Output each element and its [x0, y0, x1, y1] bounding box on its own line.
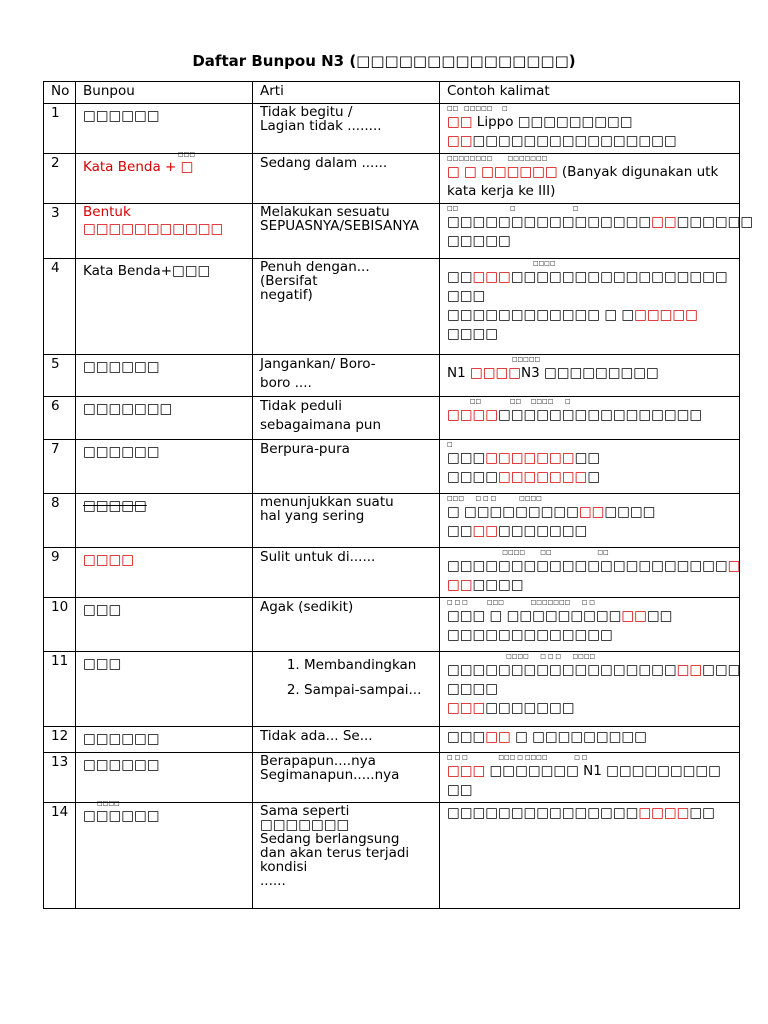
bunpou-text: Bentuk □□□□□□□□□□□ — [83, 204, 224, 237]
furigana: □ — [447, 441, 453, 448]
bunpou-cell — [76, 800, 253, 909]
arti-line: Sama seperti □□□□□□□ — [260, 803, 350, 833]
example-text: N1 — [447, 365, 470, 381]
example-text: □□□□□ — [447, 233, 511, 249]
contoh-cell — [440, 204, 754, 259]
bunpou-cell — [76, 598, 253, 652]
arti-cell — [253, 598, 440, 652]
arti-line: Berapapun....nya — [260, 753, 376, 769]
row-number: 7 — [44, 440, 76, 494]
example-text: □□□□ — [447, 469, 499, 485]
bunpou-cell — [76, 440, 253, 494]
example-line — [447, 728, 732, 747]
contoh-cell — [440, 652, 740, 727]
row-number: 1 — [44, 104, 76, 154]
example-line — [447, 306, 732, 325]
arti-list-item: 1. Membandingkan — [304, 653, 432, 678]
example-line — [447, 781, 732, 800]
contoh-cell — [440, 803, 740, 909]
example-text: □□□□□□□ — [498, 523, 588, 539]
example-text: □□ — [447, 523, 473, 539]
example-line — [447, 762, 732, 781]
arti-line: sebagaimana pun — [260, 417, 381, 433]
example-text: □ — [587, 469, 601, 485]
furigana: □□ □□□□□ □ — [447, 105, 508, 112]
arti-cell — [253, 104, 440, 154]
example-line — [447, 804, 732, 823]
table-row — [44, 548, 740, 598]
row-number: 11 — [44, 652, 76, 727]
contoh-cell — [440, 548, 740, 598]
bunpou-cell — [76, 355, 253, 397]
bunpou-text: □□□□□□□ — [83, 401, 173, 417]
table-row — [44, 803, 740, 909]
example-text: □□□□□□□□□□□□□□□□□ — [510, 269, 728, 285]
example-line — [447, 576, 732, 595]
example-line — [447, 522, 732, 541]
bunpou-text: □□□□□□ — [83, 359, 160, 375]
example-text: N3 □□□□□□□□□ — [521, 365, 659, 381]
arti-line: Berpura-pura — [260, 441, 350, 457]
table-row — [44, 598, 740, 652]
arti-line: Sedang dalam ...... — [260, 155, 388, 171]
arti-line: Sedang berlangsung — [260, 831, 400, 847]
arti-line: hal yang sering — [260, 508, 365, 524]
example-text: □□□□□□□□□□□□□□□□ — [447, 214, 652, 230]
example-text: □□□□□□□ N1 □□□□□□□□□ — [485, 763, 721, 779]
contoh-cell — [440, 494, 740, 548]
example-line — [447, 661, 741, 680]
bunpou-cell — [76, 494, 253, 548]
header-arti: Arti — [253, 82, 440, 104]
contoh-cell — [440, 727, 740, 753]
row-number: 6 — [44, 397, 76, 440]
header-row — [44, 82, 740, 104]
furigana: □ □ □ □□□ □ □□□□ □ □ — [447, 754, 588, 761]
example-line — [447, 626, 732, 645]
row-number: 13 — [44, 753, 76, 803]
row-number: 12 — [44, 727, 76, 753]
example-text: □□□□□□□□□□□□□□□□□□□□□□ — [447, 558, 728, 574]
example-line — [447, 680, 732, 699]
example-highlight: □□□ — [472, 269, 511, 285]
example-line — [447, 364, 732, 383]
table-row — [44, 355, 740, 397]
furigana: □□ □ □ — [447, 205, 579, 212]
example-highlight: □□□□□□□ — [485, 450, 575, 466]
row-number: 4 — [44, 259, 76, 355]
example-line — [447, 287, 732, 306]
contoh-cell — [440, 154, 740, 204]
bunpou-cell — [76, 259, 253, 355]
example-line — [447, 163, 732, 182]
example-text: □□□ □ □□□□□□□□□ — [447, 608, 622, 624]
bunpou-text: □□□ — [83, 602, 122, 618]
bunpou-text: □□□□□□ — [83, 444, 160, 460]
table-row — [44, 104, 740, 154]
example-text: □□ — [646, 608, 673, 624]
example-highlight: □□□□ — [638, 805, 690, 821]
bunpou-cell — [76, 204, 253, 259]
table-row — [44, 154, 740, 204]
example-line — [447, 607, 732, 626]
example-highlight: □□ — [447, 133, 473, 149]
arti-line: kondisi — [260, 859, 308, 875]
example-text: kata kerja ke III) — [447, 183, 556, 199]
example-highlight: □□ — [578, 504, 605, 520]
example-text: □□□ — [447, 450, 486, 466]
example-line — [447, 699, 732, 718]
contoh-cell — [440, 355, 740, 397]
example-line — [447, 132, 732, 151]
example-line — [447, 113, 732, 132]
arti-line: Tidak ada... Se... — [260, 728, 373, 744]
bunpou-text: Kata Benda+□□□ — [83, 263, 211, 279]
arti-list-item: 2. Sampai-sampai... — [304, 678, 432, 703]
example-line — [447, 503, 732, 522]
arti-line: Melakukan sesuatu — [260, 204, 390, 220]
table-row — [44, 259, 740, 355]
example-text: □□ — [447, 269, 473, 285]
row-number: 10 — [44, 598, 76, 652]
bunpou-text: □□□□ — [83, 552, 135, 568]
furigana: □□□□ — [97, 800, 120, 807]
example-highlight: □□ — [676, 662, 703, 678]
bunpou-text: Kata Benda + □ — [83, 159, 194, 175]
example-text: □□ — [447, 782, 473, 798]
document-title: Daftar Bunpou N3 (□□□□□□□□□□□□□□□) — [192, 52, 576, 70]
example-highlight: □□□□□ — [634, 307, 698, 323]
example-text: □□□□□□□□□□□□□□□□□□ — [447, 662, 677, 678]
arti-line: Sulit untuk di...... — [260, 549, 376, 565]
row-number: 14 — [44, 803, 76, 909]
arti-cell — [253, 355, 440, 397]
furigana: □ □ □ □□□ □□□□□□□ □ □ — [447, 599, 595, 606]
example-text: □□□□ — [604, 504, 656, 520]
table-row — [44, 727, 740, 753]
furigana: □□□□□ — [447, 356, 541, 363]
arti-cell — [253, 440, 440, 494]
arti-cell — [253, 154, 440, 204]
furigana: □□ □□ □□□□ □ — [447, 398, 571, 405]
table-row — [44, 397, 740, 440]
arti-line: Lagian tidak ........ — [260, 118, 382, 134]
bunpou-cell — [76, 397, 253, 440]
arti-line: Jangankan/ Boro- — [260, 356, 376, 372]
arti-line: Segimanapun.....nya — [260, 767, 400, 783]
bunpou-text: □□□□□□ — [83, 808, 160, 824]
row-number: 3 — [44, 204, 76, 259]
arti-cell — [253, 548, 440, 598]
arti-line: dan akan terus terjadi — [260, 845, 410, 861]
contoh-cell — [440, 259, 740, 355]
example-highlight: □□□ — [447, 763, 486, 779]
contoh-cell — [440, 598, 740, 652]
arti-cell — [253, 727, 440, 753]
row-number: 8 — [44, 494, 76, 548]
furigana: □□□□ □□ □□ — [447, 549, 609, 556]
example-highlight: □□□□ — [469, 365, 522, 381]
contoh-cell — [440, 104, 740, 154]
example-highlight: □□ — [472, 523, 499, 539]
bunpou-cell — [76, 104, 253, 154]
example-text: □□□□□□ — [676, 214, 754, 230]
arti-cell — [253, 397, 440, 440]
arti-line: menunjukkan suatu — [260, 494, 394, 510]
contoh-cell — [440, 440, 740, 494]
arti-line: Tidak peduli — [260, 398, 343, 414]
arti-line: Penuh dengan... — [260, 259, 370, 275]
row-number: 5 — [44, 355, 76, 397]
bunpou-cell — [76, 151, 253, 204]
bunpou-text: □□□□□□ — [83, 757, 160, 773]
furigana: □□□□ □ □ □ □□□□ — [447, 653, 596, 660]
bunpou-table — [43, 81, 754, 909]
arti-line: ...... — [260, 873, 286, 889]
example-text: Lippo □□□□□□□□□ — [472, 114, 633, 130]
arti-line: SEPUASNYA/SEBISANYA — [260, 218, 419, 234]
example-highlight: □□□□ — [447, 407, 499, 423]
row-number: 9 — [44, 548, 76, 598]
arti-cell — [253, 494, 440, 548]
table-row — [44, 753, 740, 803]
example-text: □□□□□□□□□□□□□□□□ — [498, 407, 703, 423]
arti-line: boro .... — [260, 375, 312, 391]
example-highlight: □□ — [447, 114, 473, 130]
example-text: □□□□□□□□□□□□□□□ — [447, 805, 639, 821]
arti-line: negatif) — [260, 287, 313, 303]
table-row — [44, 440, 740, 494]
example-text: □□□ — [702, 662, 741, 678]
example-line — [447, 182, 732, 201]
bunpou-cell — [76, 753, 253, 803]
header-no: No — [44, 82, 76, 104]
example-highlight: □ — [727, 558, 741, 574]
example-line — [447, 325, 732, 344]
example-highlight: □□ — [447, 577, 473, 593]
furigana: □□□□ — [447, 260, 556, 267]
bunpou-text: □□□ — [83, 656, 122, 672]
example-text: □□□ — [447, 288, 486, 304]
example-text: □□□□□□□□□□□□□ — [447, 627, 613, 643]
example-highlight: □□ — [621, 608, 647, 624]
example-text: (Banyak digunakan utk — [557, 164, 719, 180]
header-bunpou: Bunpou — [76, 82, 253, 104]
arti-list — [260, 653, 432, 703]
example-line — [447, 213, 754, 232]
example-text: □□□□□□□ — [485, 700, 575, 716]
table-row — [44, 204, 740, 259]
arti-cell — [253, 652, 440, 727]
arti-cell — [253, 259, 440, 355]
row-number: 2 — [44, 154, 76, 204]
furigana: □□□ □ □ □ □□□□ — [447, 495, 542, 502]
example-line — [447, 557, 741, 576]
example-line — [447, 406, 732, 425]
bunpou-cell — [76, 548, 253, 598]
example-text: □□□□□□□□□□□□□□□□ — [472, 133, 677, 149]
example-text: □□□ — [447, 729, 486, 745]
header-contoh: Contoh kalimat — [440, 82, 740, 104]
bunpou-cell — [76, 652, 253, 727]
example-text: □□ — [574, 450, 601, 466]
arti-cell — [253, 204, 440, 259]
contoh-cell — [440, 753, 740, 803]
example-line — [447, 268, 732, 287]
example-text: □ □□□□□□□□□ — [447, 504, 579, 520]
example-text: □□ — [689, 805, 715, 821]
example-line — [447, 468, 732, 487]
example-text: □□□□□□□□□□□□ □ □ — [447, 307, 635, 323]
example-line — [447, 449, 732, 468]
bunpou-text: □□□□□□ — [83, 731, 160, 747]
table-row — [44, 652, 740, 727]
furigana: □□□ — [178, 151, 196, 158]
bunpou-cell — [76, 727, 253, 753]
example-text: □□□□ — [472, 577, 524, 593]
example-highlight: □□□ — [447, 700, 486, 716]
example-highlight: □□ — [485, 729, 511, 745]
arti-line: Tidak begitu / — [260, 104, 353, 120]
example-highlight: □□ — [651, 214, 677, 230]
example-highlight: □□□□□□□ — [498, 469, 588, 485]
example-text: □ □□□□□□□□□ — [510, 729, 647, 745]
contoh-cell — [440, 397, 740, 440]
table-row — [44, 494, 740, 548]
arti-cell — [253, 803, 440, 909]
bunpou-text: □□□□□□ — [83, 108, 160, 124]
example-highlight: □ □ □□□□□□ — [447, 164, 558, 180]
example-text: □□□□ — [447, 681, 499, 697]
example-line — [447, 232, 732, 251]
arti-line: Agak (sedikit) — [260, 599, 354, 615]
furigana: □□□□□□□□ □□□□□□□ — [447, 155, 548, 162]
example-text: □□□□ — [447, 326, 499, 342]
bunpou-text: □□□□□ — [83, 498, 147, 514]
arti-line: (Bersifat — [260, 273, 318, 289]
arti-cell — [253, 753, 440, 803]
